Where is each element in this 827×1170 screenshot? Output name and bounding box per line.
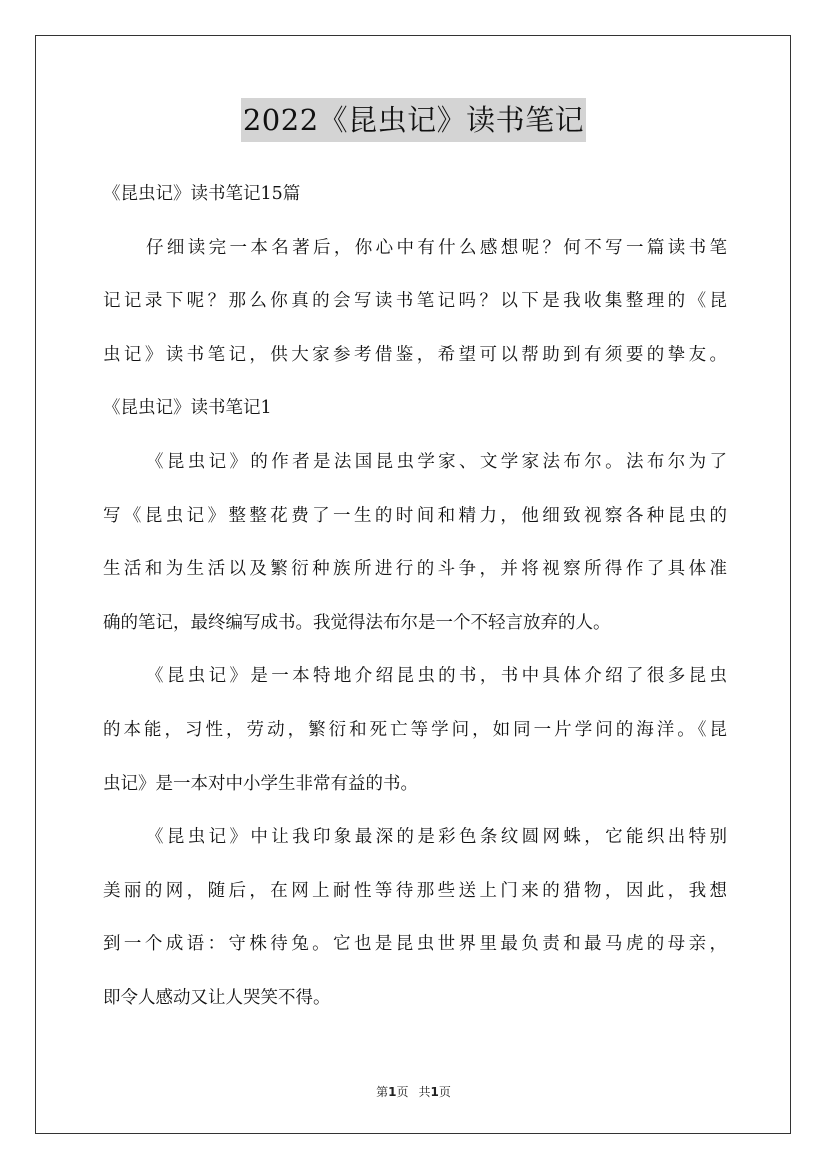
text-line: 美丽的网，随后，在网上耐性等待那些送上门来的猎物，因此，我想	[103, 880, 727, 901]
text-line: 写《昆虫记》整整花费了一生的时间和精力，他细致视察各种昆虫的	[103, 505, 727, 526]
footer-page-prefix: 第	[376, 1085, 389, 1099]
title-container	[0, 98, 827, 142]
footer-page-suffix: 页	[396, 1085, 409, 1099]
text-line: 到一个成语：守株待兔。它也是昆虫世界里最负责和最马虎的母亲，	[103, 934, 727, 955]
text-line: 虫记》读书笔记，供大家参考借鉴，希望可以帮助到有须要的挚友。	[103, 344, 727, 365]
footer-total-number: 1	[430, 1085, 439, 1099]
text-line: 的本能，习性，劳动，繁衍和死亡等学问，如同一片学问的海洋。《昆	[103, 719, 727, 740]
text-line: 《昆虫记》中让我印象最深的是彩色条纹圆网蛛，它能织出特别	[146, 827, 727, 848]
page-footer	[0, 1083, 827, 1100]
footer-total-prefix: 共	[418, 1085, 431, 1099]
footer-page-number: 1	[388, 1085, 397, 1099]
footer-total-suffix: 页	[438, 1085, 451, 1099]
text-line: 生活和为生活以及繁衍种族所进行的斗争，并将视察所得作了具体准	[103, 559, 727, 580]
text-line: 《昆虫记》读书笔记15篇	[103, 184, 301, 204]
text-line: 《昆虫记》的作者是法国昆虫学家、文学家法布尔。法布尔为了	[146, 451, 727, 472]
text-line: 即令人感动又让人哭笑不得。	[103, 987, 331, 1008]
text-line: 《昆虫记》是一本特地介绍昆虫的书，书中具体介绍了很多昆虫	[146, 666, 727, 687]
text-line: 虫记》是一本对中小学生非常有益的书。	[103, 773, 418, 794]
text-line: 《昆虫记》读书笔记1	[103, 398, 272, 419]
document-body	[103, 170, 727, 1028]
text-line: 记记录下呢？那么你真的会写读书笔记吗？以下是我收集整理的《昆	[103, 291, 727, 312]
document-title: 2022《昆虫记》读书笔记	[241, 98, 586, 142]
text-line: 确的笔记，最终编写成书。我觉得法布尔是一个不轻言放弃的人。	[103, 612, 611, 633]
text-line: 仔细读完一本名著后，你心中有什么感想呢？何不写一篇读书笔	[146, 237, 727, 258]
